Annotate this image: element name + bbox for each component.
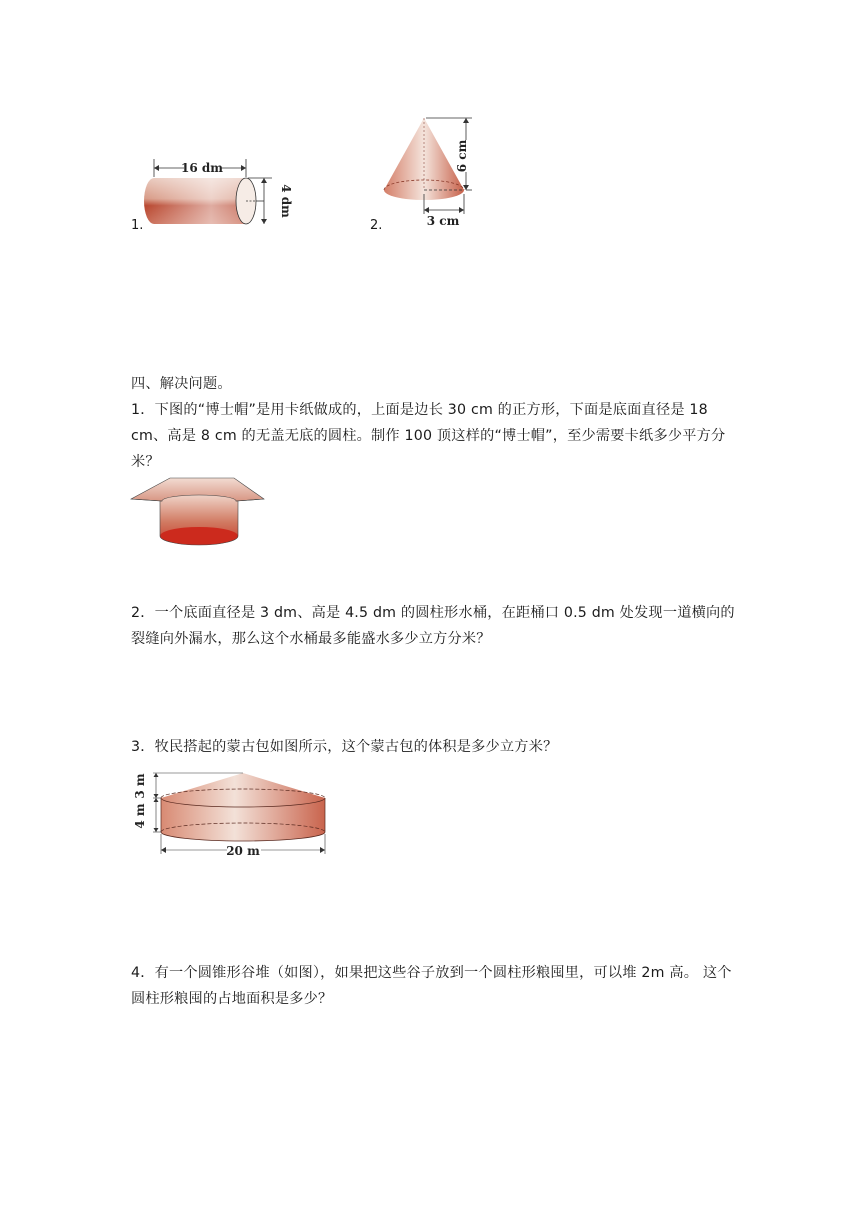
problem-3-figure-yurt bbox=[131, 770, 331, 860]
figure-2-cone bbox=[380, 110, 490, 230]
section-title: 四、解决问题。 bbox=[131, 376, 232, 392]
figure-1-number: 1. bbox=[131, 218, 144, 233]
problem-3-diameter-label: 20 m bbox=[226, 844, 260, 858]
problem-3-cylinder-height-label: 4 m bbox=[133, 803, 147, 829]
figure-2-number: 2. bbox=[370, 218, 383, 233]
problem-3-cone-height-label: 3 m bbox=[133, 773, 147, 799]
figure-2-radius-label: 3 cm bbox=[426, 214, 460, 228]
problem-4-text: 4．有一个圆锥形谷堆（如图），如果把这些谷子放到一个圆柱形粮囤里，可以堆 2m 高。 这个圆柱形粮囤的占地面积是多少？ bbox=[131, 965, 732, 1007]
problem-1-figure-doctoral-hat bbox=[130, 474, 270, 554]
problem-1-text: 1．下图的“博士帽”是用卡纸做成的，上面是边长 30 cm 的正方形，下面是底面直径是 18 cm、高是 8 cm 的无盖无底的圆柱。制作 100 顶这样的“博士帽”，至少需要卡纸多少平方分米？ bbox=[131, 402, 726, 470]
figure-1-diameter-label: 4 dm bbox=[279, 184, 293, 218]
figure-2-height-label: 6 cm bbox=[455, 139, 469, 173]
figure-1-cylinder bbox=[140, 155, 300, 235]
figure-1-length-label: 16 dm bbox=[181, 161, 223, 175]
problem-2-text: 2．一个底面直径是 3 dm、高是 4.5 dm 的圆柱形水桶，在距桶口 0.5 dm 处发现一道横向的裂缝向外漏水，那么这个水桶最多能盛水多少立方分米？ bbox=[131, 605, 735, 647]
problem-3-text: 3．牧民搭起的蒙古包如图所示，这个蒙古包的体积是多少立方米？ bbox=[131, 739, 558, 755]
